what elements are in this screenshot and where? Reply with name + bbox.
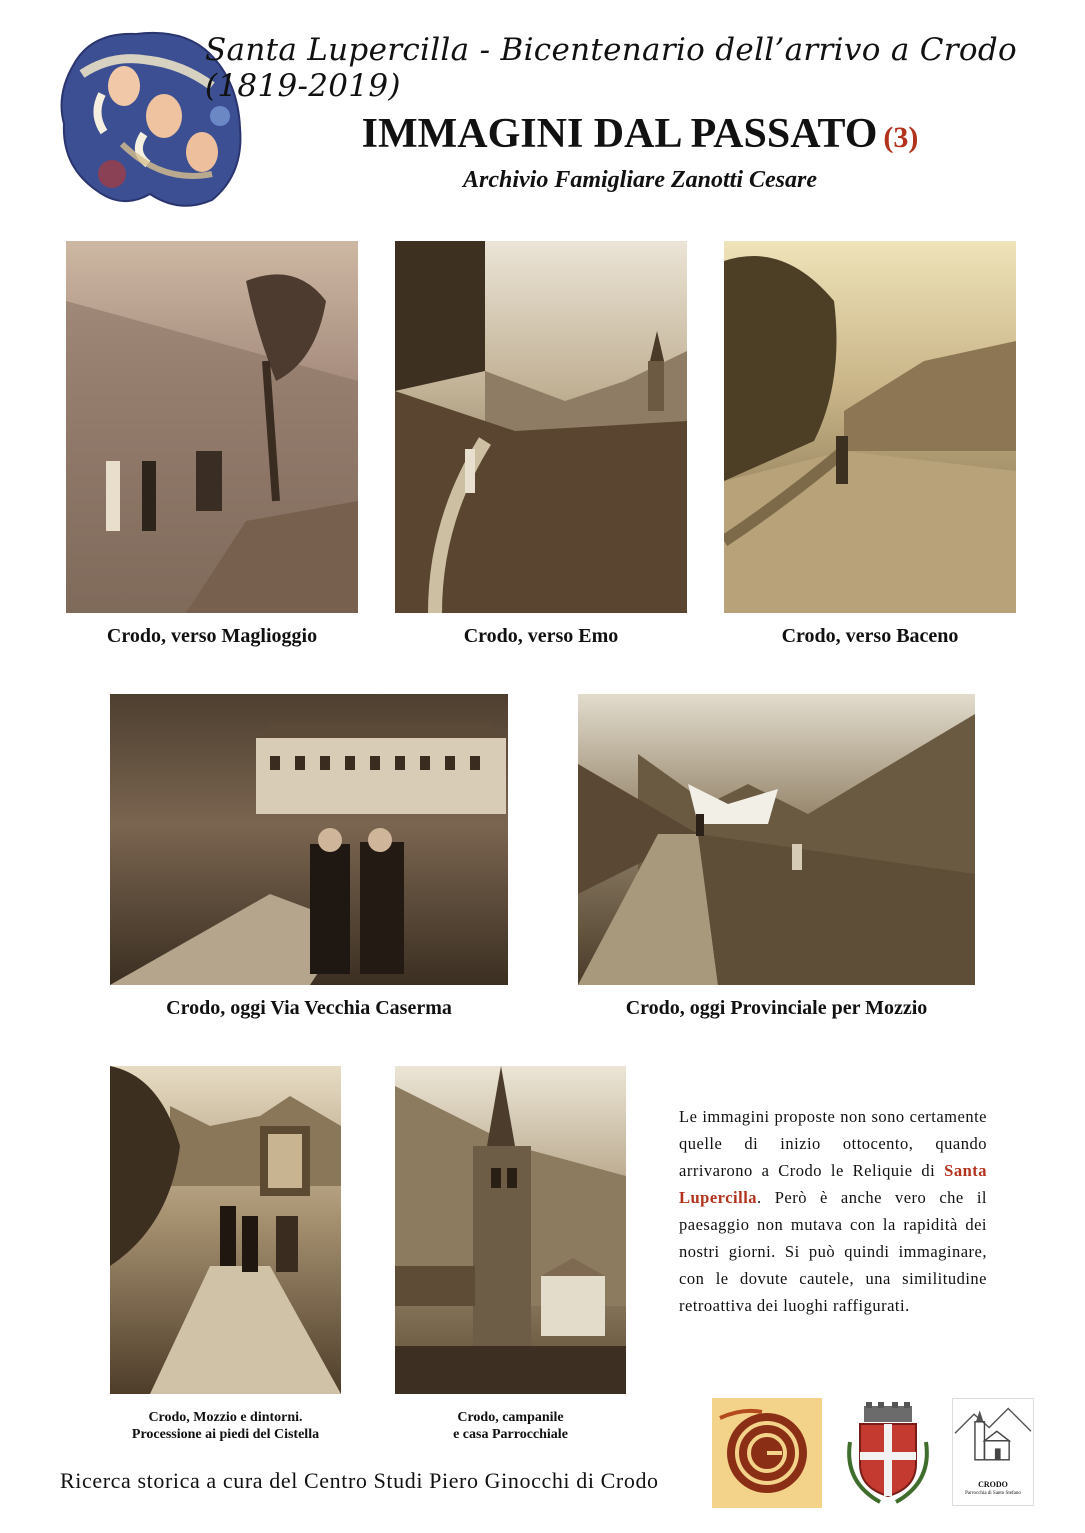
body-text-accent: Santa Lupercilla <box>679 1161 987 1207</box>
photo-baceno <box>724 241 1016 613</box>
body-text-part2: . Però è anche vero che il paesaggio non mutava con la rapidità dei nostri giorni. Si può quindi immaginare, con le dovute cautele, una similitudine retroattiva dei luoghi raffigurati. <box>679 1188 987 1315</box>
caption-processione-line1: Crodo, Mozzio e dintorni. <box>148 1410 303 1425</box>
title-number: (3) <box>883 121 919 154</box>
footer-credit: Ricerca storica a cura del Centro Studi Piero Ginocchi di Crodo <box>60 1468 659 1493</box>
supertitle: Santa Lupercilla - Bicentenario dell’arrivo a Crodo (1819-2019) <box>205 32 1017 104</box>
photo-campanile <box>395 1066 626 1394</box>
caption-campanile <box>395 1409 626 1443</box>
caption-campanile-line2: e casa Parrocchiale <box>453 1427 568 1442</box>
caption-maglioggio: Crodo, verso Maglioggio <box>106 625 318 647</box>
caption-processione <box>90 1409 361 1443</box>
caption-via-vecchia-caserma: Crodo, oggi Via Vecchia Caserma <box>166 997 452 1019</box>
caption-provinciale-mozzio: Crodo, oggi Provinciale per Mozzio <box>625 997 928 1019</box>
parrocchia-title: CRODO <box>978 1480 1008 1489</box>
photo-emo <box>395 241 687 613</box>
crodo-coat-of-arms-logo <box>846 1402 930 1506</box>
caption-processione-line2: Processione ai piedi del Cistella <box>131 1427 320 1442</box>
page-subtitle: Archivio Famigliare Zanotti Cesare <box>462 167 817 193</box>
body-paragraph <box>679 1103 987 1319</box>
photo-via-vecchia-caserma <box>110 694 508 985</box>
caption-baceno: Crodo, verso Baceno <box>781 625 959 647</box>
photo-maglioggio <box>66 241 358 613</box>
centro-studi-logo <box>712 1398 822 1508</box>
photo-provinciale-mozzio <box>578 694 975 985</box>
title-text: IMMAGINI DAL PASSATO <box>361 111 878 157</box>
page-title <box>270 110 1010 158</box>
parrocchia-logo <box>952 1398 1034 1506</box>
caption-campanile-line1: Crodo, campanile <box>457 1410 564 1425</box>
photo-processione-cistella <box>110 1066 341 1394</box>
body-text-part1: Le immagini proposte non sono certamente quelle di inizio ottocento, quando arrivarono a Crodo le Reliquie di <box>679 1107 987 1180</box>
caption-emo: Crodo, verso Emo <box>463 625 619 647</box>
parrocchia-subtitle: Parrocchia di Santo Stefano <box>965 1491 1021 1496</box>
